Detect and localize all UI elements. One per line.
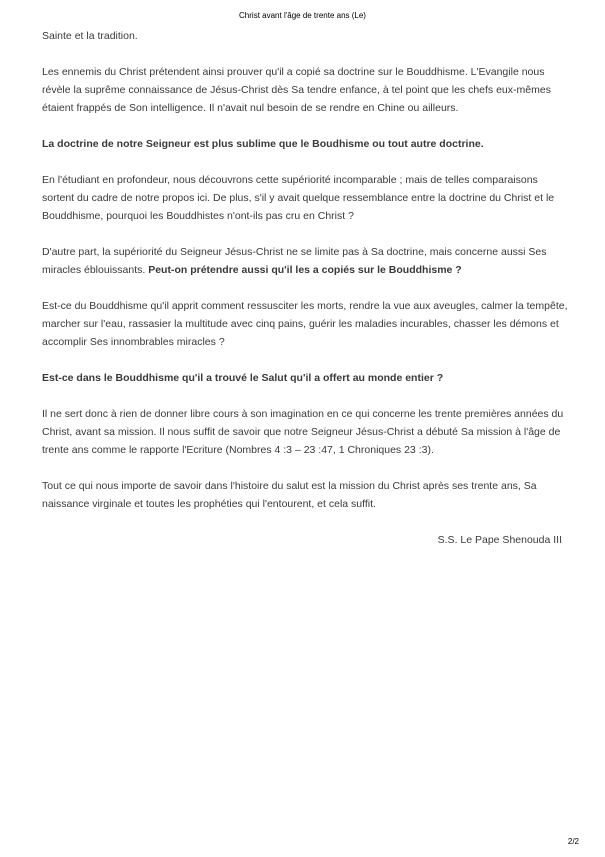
article-body (42, 27, 570, 567)
paragraph-7: Tout ce qui nous importe de savoir dans l'histoire du salut est la mission du Christ après ses trente ans, Sa naissance virginale et toutes les prophéties qui l'entourent, et cela suffit. (42, 480, 537, 510)
paragraph-4-bold-question: Peut-on prétendre aussi qu'il les a copiés sur le Bouddhisme ? (148, 264, 462, 276)
paragraph-2: Les ennemis du Christ prétendent ainsi prouver qu'il a copié sa doctrine sur le Bouddhisme. L'Evangile nous révèle la suprême connaissance de Jésus-Christ dès Sa tendre enfance, à tel point que les chefs eux-mêmes étaient frappés de Son intelligence. Il n'avait nul besoin de se rendre en Chine ou ailleurs. (42, 66, 551, 114)
paragraph-3: En l'étudiant en profondeur, nous découvrons cette supériorité incomparable ; mais de telles comparaisons sortent du cadre de notre propos ici. De plus, s'il y avait quelque ressemblance entre la doctrine du Christ et le Bouddhisme, pourquoi les Bouddhistes n'ont-ils pas cru en Christ ? (42, 174, 555, 222)
paragraph-4 (42, 243, 570, 279)
bold-question-salut: Est-ce dans le Bouddhisme qu'il a trouvé le Salut qu'il a offert au monde entier ? (42, 372, 444, 384)
paragraph-4-text: D'autre part, la supériorité du Seigneur Jésus-Christ ne se limite pas à Sa doctrine, mais concerne aussi Ses miracles éblouissants. (42, 246, 547, 276)
author-signature: S.S. Le Pape Shenouda III (437, 534, 562, 546)
paragraph-6: Il ne sert donc à rien de donner libre cours à son imagination en ce qui concerne les trente premières années du Christ, avant sa mission. Il nous suffit de savoir que notre Seigneur Jésus-Christ a débuté Sa mission à l'âge de trente ans comme le rapporte l'Ecriture (Nombres 4 :3 – 23 :47, 1 Chroniques 23 :3). (42, 408, 564, 456)
paragraph-5: Est-ce du Bouddhisme qu'il apprit comment ressusciter les morts, rendre la vue aux aveugles, calmer la tempête, marcher sur l'eau, rassasier la multitude avec cinq pains, guérir les maladies incurables, chasser les démons et accomplir Ses innombrables miracles ? (42, 300, 568, 348)
bold-statement-doctrine: La doctrine de notre Seigneur est plus sublime que le Boudhisme ou tout autre doctrine. (42, 138, 484, 150)
page-number: 2/2 (567, 837, 579, 846)
paragraph-1: Sainte et la tradition. (42, 30, 138, 42)
page-header-title: Christ avant l'âge de trente ans (Le) (239, 11, 366, 20)
